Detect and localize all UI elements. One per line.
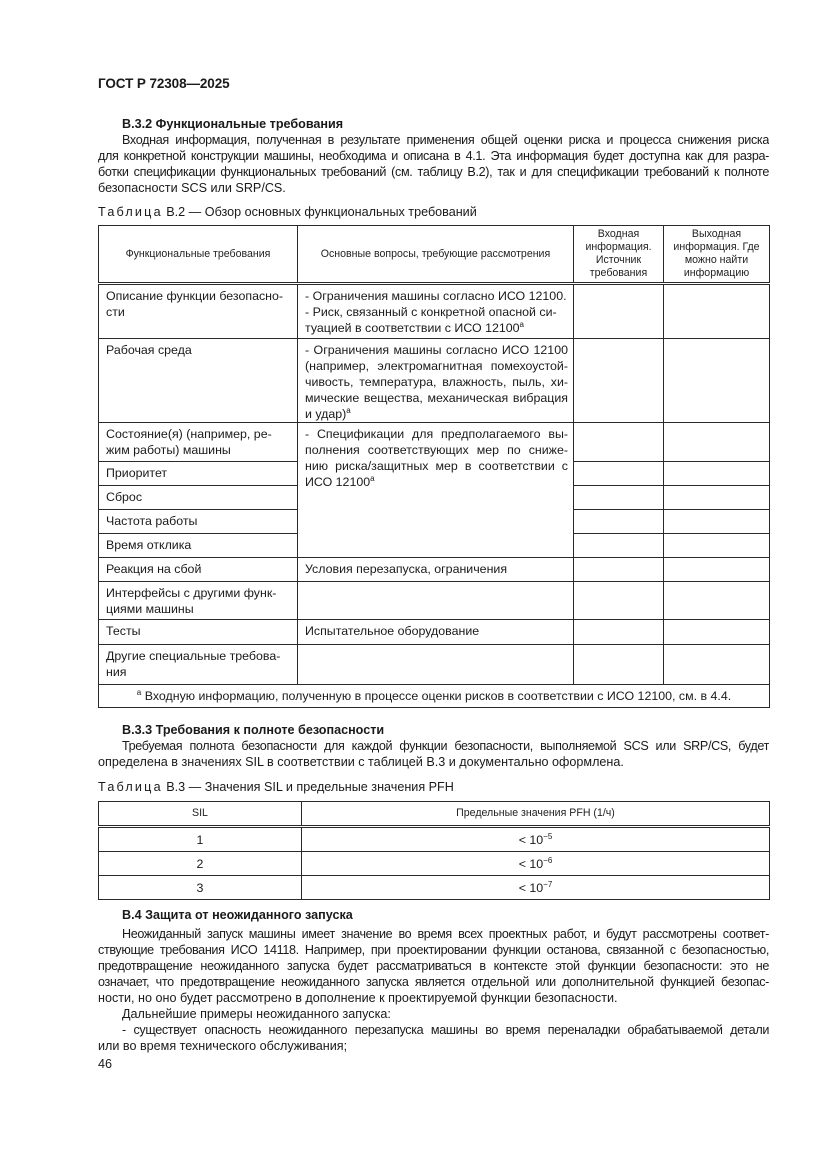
- output-cell: [664, 284, 770, 339]
- table-row: [99, 582, 770, 620]
- output-cell: [664, 534, 770, 558]
- table-row: [99, 827, 770, 852]
- output-cell: [664, 339, 770, 423]
- input-cell: [574, 339, 664, 423]
- input-cell: [574, 645, 664, 685]
- input-cell: [574, 462, 664, 486]
- paragraph-line: означает, что предотвращение неожиданного запуска является отдельной или дополнительной функцией безопас-: [98, 975, 769, 989]
- section-heading-b4: В.4 Защита от неожиданного запуска: [122, 908, 353, 922]
- input-cell: [574, 582, 664, 620]
- paragraph-line: Входная информация, полученная в результате применения общей оценки риска и процесса снижения риска: [122, 133, 769, 147]
- column-header-pfh: Предельные значения PFH (1/ч): [302, 802, 770, 827]
- requirement-cell: Время отклика: [106, 538, 192, 552]
- table-footnote-row: [99, 685, 770, 708]
- input-cell: [574, 558, 664, 582]
- paragraph-line: Требуемая полнота безопасности для каждой функции безопасности, выполняемой SCS или SRP/CS, будет: [122, 739, 769, 753]
- section-heading-b32: В.3.2 Функциональные требования: [122, 117, 344, 131]
- input-cell: [574, 284, 664, 339]
- list-item-line: или во время технического обслуживания;: [98, 1039, 348, 1053]
- sil-cell: 2: [99, 852, 302, 876]
- document-header-title: ГОСТ Р 72308—2025: [98, 76, 230, 91]
- table-row: [99, 284, 770, 339]
- questions-cell: - Спецификации для предполагаемого вы-полнения соответствующих мер по сниже-нию риска/защитных мер в соответствии с ИСО 12100$^a$: [305, 427, 568, 489]
- output-cell: [664, 462, 770, 486]
- questions-cell: [298, 582, 574, 620]
- sil-cell: 3: [99, 876, 302, 900]
- caption-text: В.3 — Значения SIL и предельные значения PFH: [166, 780, 454, 794]
- output-cell: [664, 486, 770, 510]
- pfh-cell: < $10^{-7}$: [302, 876, 770, 900]
- paragraph-line: ности, но оно будет рассмотрено в дополнение к проектируемой функции безопасности.: [98, 991, 618, 1005]
- column-header: Основные вопросы, требующие рассмотрения: [298, 226, 574, 284]
- table-row: [99, 645, 770, 685]
- paragraph-line: безопасности SCS или SRP/CS.: [98, 181, 286, 195]
- table-b3-sil-pfh: [98, 801, 770, 900]
- paragraph-line: Дальнейшие примеры неожиданного запуска:: [122, 1007, 391, 1021]
- questions-cell: - Ограничения машины согласно ИСО 12100. - Риск, связанный с конкретной опасной си- туацией в соответствии с ИСО 12100$^a$: [305, 289, 567, 335]
- table-row: [99, 339, 770, 423]
- footnote-text: Входную информацию, полученную в процессе оценки рисков в соответствии с ИСО 12100, см. в 4.4.: [144, 689, 732, 703]
- requirement-cell: Сброс: [106, 490, 143, 504]
- footnote-mark: a: [136, 688, 142, 697]
- requirement-cell: Тесты: [106, 624, 141, 638]
- paragraph-line: ботки спецификации функциональных требований (см. таблицу В.2), так и для спецификации требований к полноте: [98, 165, 769, 179]
- table-row: [99, 423, 770, 462]
- table-row: [99, 558, 770, 582]
- paragraph-line: ствующие требования ИСО 14118. Например, при проектировании функции останова, связанной с безопасностью,: [98, 943, 769, 957]
- sil-cell: 1: [99, 827, 302, 852]
- paragraph-line: предотвращение неожиданного запуска будет рассматриваться в контексте этой функции безопасности: это не: [98, 959, 769, 973]
- input-cell: [574, 510, 664, 534]
- requirement-cell: Рабочая среда: [106, 343, 192, 357]
- table-caption-b3: [98, 779, 769, 795]
- output-cell: [664, 423, 770, 462]
- caption-text: В.2 — Обзор основных функциональных требований: [166, 205, 477, 219]
- requirement-cell: Состояние(я) (например, ре- жим работы) машины: [106, 427, 272, 457]
- paragraph-line: для конкретной конструкции машины, необходима и описана в 4.1. Эта информация будет доступна как для разра-: [98, 149, 769, 163]
- output-cell: [664, 645, 770, 685]
- requirement-cell: Приоритет: [106, 466, 168, 480]
- output-cell: [664, 620, 770, 645]
- page-number: 46: [98, 1057, 113, 1071]
- table-b2-functional-requirements: [98, 225, 770, 708]
- output-cell: [664, 558, 770, 582]
- questions-cell: Условия перезапуска, ограничения: [305, 562, 508, 576]
- requirement-cell: Описание функции безопасно- сти: [106, 289, 284, 319]
- input-cell: [574, 423, 664, 462]
- caption-label: Таблица: [98, 205, 163, 219]
- questions-cell: - Ограничения машины согласно ИСО 12100 (например, электромагнитная помехоустой-чивость, температура, влажность, пыль, хи-мические вещества, механическая вибрация и удар)$^a$: [305, 343, 568, 421]
- paragraph-line: Неожиданный запуск машины имеет значение во время всех проектных работ, и будут рассмотрены соответ-: [122, 927, 769, 941]
- pfh-cell: < $10^{-6}$: [302, 852, 770, 876]
- input-cell: [574, 534, 664, 558]
- table-caption-b2: [98, 204, 769, 220]
- paragraph-line: определена в значениях SIL в соответствии с таблицей В.3 и документально оформлена.: [98, 755, 624, 769]
- input-cell: [574, 620, 664, 645]
- column-header: Входная информация. Источник требования: [574, 226, 664, 284]
- input-cell: [574, 486, 664, 510]
- table-footnote: [99, 685, 770, 708]
- section-heading-b33: В.3.3 Требования к полноте безопасности: [122, 723, 385, 737]
- list-item-line: - существует опасность неожиданного перезапуска машины во время переналадки обрабатываемой детали: [122, 1023, 769, 1037]
- requirement-cell: Реакция на сбой: [106, 562, 202, 576]
- table-row: [99, 620, 770, 645]
- questions-cell: [298, 645, 574, 685]
- column-header: Функциональные требования: [99, 226, 298, 284]
- requirement-cell: Другие специальные требова- ния: [106, 649, 281, 679]
- table-row: [99, 852, 770, 876]
- pfh-cell: < $10^{-5}$: [302, 827, 770, 852]
- column-header: Выходная информация. Где можно найти информацию: [664, 226, 770, 284]
- caption-label: Таблица: [98, 780, 163, 794]
- column-header-sil: SIL: [99, 802, 302, 827]
- questions-cell: Испытательное оборудование: [305, 624, 480, 638]
- requirement-cell: Интерфейсы с другими функ- циями машины: [106, 586, 277, 616]
- requirement-cell: Частота работы: [106, 514, 198, 528]
- output-cell: [664, 582, 770, 620]
- table-row: [99, 876, 770, 900]
- output-cell: [664, 510, 770, 534]
